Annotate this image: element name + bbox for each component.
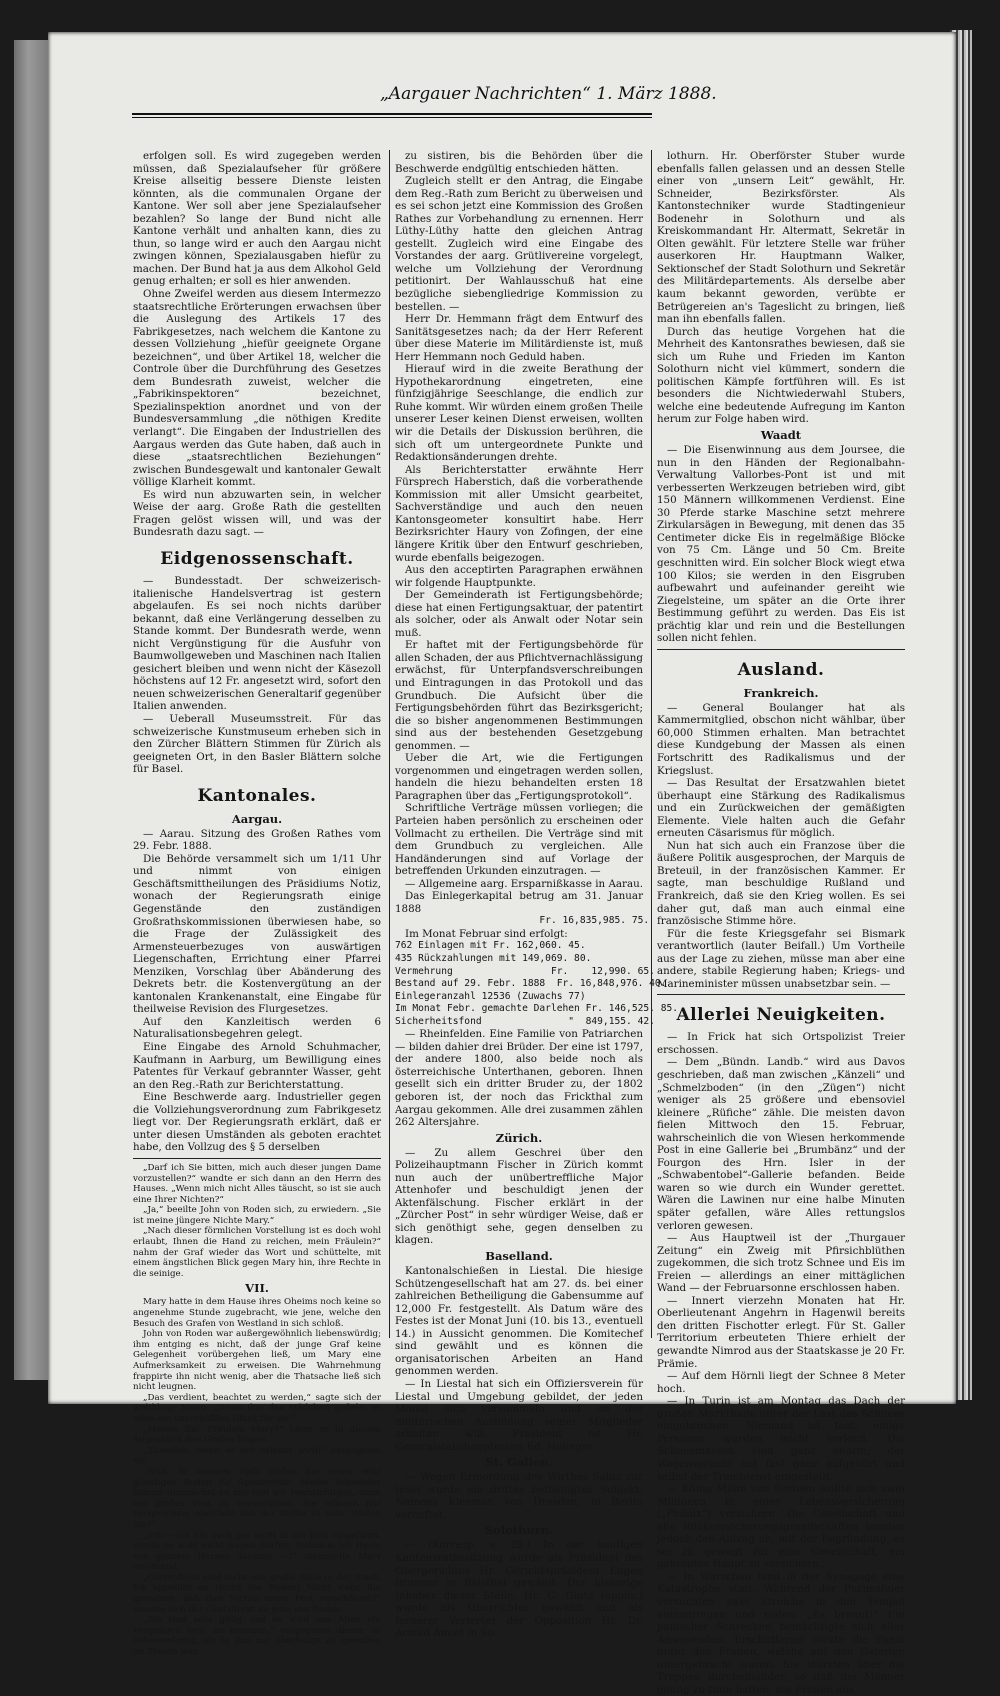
article-paragraph: — König Milan von Serbien wollte sich zwei Millionen in einer Lebensversicherung („Phönix“) versichern. Die Gesellschaft und alle Rückversicherungsgesellschaften lehnten jedoch den Antrag ab, mit der Begründung, es sei zu gewagt für eine Gesellschaft, ein gekröntes Haupt zu versichern. <box>657 1483 905 1571</box>
header-rule <box>132 113 652 115</box>
feuilleton-paragraph: „Gartenfeste sind nicht wie große Bälle in der Stadt. Ich appellire an Herrn von Roden! Nicht wahr, Sie gestatten, daß Ihre Nichte unser Fest verschönert?“ wandte sich der Graf direkt an John von Roden. <box>133 1572 381 1615</box>
financial-figures: Fr. 16,835,985. 75. <box>395 915 650 927</box>
feuilleton-paragraph: „Ich — ich bin noch gar nicht in die Welt eingeführt, werde es wohl nicht wagen dürfen, trotzdem ich Ihnen von ganzem Herzen dankbar —!“ stammelte Mary erröthend. <box>133 1530 381 1573</box>
subsection-heading: Solothurn. <box>484 1523 554 1538</box>
article-paragraph: — Innert vierzehn Monaten hat Hr. Oberlieutenant Angehrn in Hagenwil bereits den dritten Fischotter erlegt. Für St. Galler Territorium erbeuteten Thiere erhielt der gewandte Nimrod aus der Staatskasse je 20 Fr. Prämie. <box>657 1294 905 1370</box>
article-paragraph: Im Monat Februar sind erfolgt: <box>405 927 568 940</box>
feuilleton-paragraph: „Darf ich Sie bitten, mich auch dieser jungen Dame vorzustellen?“ wandte er sich dann an den Herrn des Hauses. „Wenn mich nicht Alles täuscht, so ist sie auch eine Ihrer Nichten?“ <box>133 1162 381 1205</box>
article-paragraph: Ueber die Art, wie die Fertigungen vorgenommen und eingetragen werden sollen, handeln die hiezu behandelten ersten 18 Paragraphen über das „Fertigungsprotokoll“. <box>395 752 643 802</box>
article-paragraph: lothurn. Hr. Oberförster Stuber wurde ebenfalls fallen gelassen und an dessen Stelle einer von „unsern Leit“ gewählt, Hr. Schneider, Bezirksförster. Als Kantonstechniker wurde Stadtingenieur Bodenehr in Solothurn und als Kreiskommandant Hr. Altermatt, Sekretär in Olten gewählt. Für letztere Stelle war früher auserkoren Hr. Hauptmann Walker, Sektionschef der Stadt Solothurn und Sekretär des Militärdepartements. Als derselbe aber kaum bekannt geworden, verübte er Betrügereien an's Tageslicht zu bringen, ließ man ihn ebenfalls fallen. <box>657 150 905 326</box>
article-paragraph: — Dem „Bündn. Landb.“ wird aus Davos geschrieben, daß man zwischen „Känzeli“ und „Schmelzboden“ (in den „Zügen“) nicht weniger als 25 größere und ebensoviel kleinere „Rüfiche“ zähle. Die meisten davon fielen Mittwoch den 15. Februar, wahrscheinlich die von Wiesen herkommende Post in eine Gallerie bei „Brumbänz“ und der Fourgon des Hrn. Isler in der „Schwabentobel“-Gallerie befanden. Beide waren so wie durch ein Wunder gerettet. Wären die Lawinen nur eine halbe Minuten später gefallen, wäre Alles rettungslos verloren gewesen. <box>657 1056 905 1232</box>
financial-figures: Bestand auf 29. Febr. 1888 Fr. 16,848,976. Einlegeranzahl 12536 (Zuwachs 77) Im Monat Febr. gemachte Darlehen Fr. 146,525. Sicherheitsfond " 849,155. <box>395 978 655 1027</box>
article-paragraph: — Ueberall Museumsstreit. Für das schweizerische Kunstmuseum erheben sich in den Zürcher Blättern Stimmen für Zürich als geeigneten Ort, in den Basler Blättern solche für Basel. <box>133 712 381 776</box>
section-divider <box>657 994 905 995</box>
page-header-title: „Aargauer Nachrichten“ 1. März 1888. <box>380 84 717 104</box>
book-binding <box>14 40 50 1380</box>
feuilleton-paragraph: Mary hatte in dem Hause ihres Oheims noch keine so angenehme Stunde zugebracht, wie jene, welche den Besuch des Grafen von Westland in sich schloß. <box>133 1297 381 1329</box>
subsection-heading: Frankreich. <box>743 685 819 700</box>
section-heading: Kantonales. <box>197 785 317 806</box>
article-paragraph: Kantonalschießen in Liestal. Die hiesige Schützengesellschaft hat am 27. ds. bei einer zahlreichen Betheiligung die Gabensumme auf 12,000 Fr. festgestellt. Als Datum wäre des Festes ist der Monat Juni (10. bis 13., eventuell 14.) in Aussicht genommen. Die Komitechef sind gewählt und es können die organisatorischen Arbeiten an Hand genommen werden. <box>395 1265 643 1378</box>
article-paragraph: — Auf dem Hörnli liegt der Schnee 8 Meter hoch. <box>657 1370 905 1395</box>
column-2 <box>395 150 655 1640</box>
article-paragraph: Herr Dr. Hemmann frägt dem Entwurf des Sanitätsgesetzes nach; da der Herr Referent über diese Materie im Militärdienste ist, muß Herr Hemmann noch Geduld haben. <box>395 313 643 363</box>
feuilleton-paragraph: „Nach dieser förmlichen Vorstellung ist es doch wohl erlaubt, Ihnen die Hand zu reichen, mein Fräulein?“ nahm der Graf wieder das Wort und schüttelte, mit einem ängstlichen Blick gegen Mary hin, ihre Rechte in die seinige. <box>133 1226 381 1279</box>
article-paragraph: — In Liestal hat sich ein Offiziersverein für Liestal und Umgebung gebildet, der jeden Monat sich versammeln und an der militärischen Ausbildung seiner Mitglieder arbeiten will. Präsident ist Hr. Generalstabshauptmann Ed. Holinger. <box>395 1377 643 1453</box>
article-paragraph: — Zu allem Geschrei über den Polizeihauptmann Fischer in Zürich kommt nun auch der unübertreffliche Major Attenhofer und beschuldigt jenen der Aktenfälschung. Fischer erklärt in der „Zürcher Post“ in sehr würdiger Weise, daß er sich genöthigt sehe, gegen denselben zu klagen. <box>395 1146 643 1247</box>
feuilleton-paragraph: „Meiten Sie, Fräulein Mary?“ hörte er in diesem Augenblick den Grafen fragen. <box>133 1424 381 1446</box>
section-heading: Ausland. <box>737 659 825 680</box>
column-divider-2 <box>651 150 652 1338</box>
subsection-heading: VII. <box>245 1281 269 1296</box>
article-paragraph: — In Turin ist am Montag das Dach der großen Markthalle unter der Last des Schnees eingebrochen. Niemand ist todt, einige Personen wurden leicht verletzt. Die Schneemassen sind ganz enorm; der Wagenverkehr hat fast ganz aufgehört und selbst der Trambienst eingestellt. <box>657 1395 905 1483</box>
article-paragraph: — Aus Hauptweil ist der „Thurgauer Zeitung“ ein Zweig mit Pfirsichblüthen zugekommen, die sich trotz Schnee und Eis im Freien — allerdings an einer mittäglichen Wand — der Februarsonne erschlossen haben. <box>657 1232 905 1295</box>
article-paragraph: — Das Resultat der Ersatzwahlen bietet überhaupt eine Stärkung des Radikalismus und ein Zurückweichen der gemäßigten Elemente. Viele halten auch die Gefahr erneuten Cäsarismus für möglich. <box>657 777 905 840</box>
section-divider <box>657 649 905 650</box>
article-paragraph: — General Boulanger hat als Kammermitglied, obschon nicht wählbar, über 60,000 Stimmen erhalten. Man betrachtet diese Kundgebung der Massen als einen Fortschritt des Radikalismus und der Kriegslust. <box>657 701 905 777</box>
article-paragraph: Für die feste Kriegsgefahr sei Bismark verantwortlich (lauter Beifall.) Um Vortheile aus der Lage zu ziehen, müsse man aber eine andere, stabile Regierung haben; Kriegs- und Marineminister müssen unabsetzbar sein. — <box>657 927 905 990</box>
feuilleton-paragraph: „Nun, in meinem Park finden Sie einen sehr günstigen Boden für Spazierritte. Meine Schwester kommt demnächst zu mir und wir beabsichtigen, dann ein großes Fest zu veranstalten. Sie müssen mir versprechen, ebenfalls von der Partie zu sein. Wollen Sie?“ <box>133 1466 381 1530</box>
section-heading: Eidgenossenschaft. <box>160 548 354 569</box>
section-divider <box>133 1158 381 1159</box>
article-paragraph: Der Gemeinderath ist Fertigungsbehörde; diese hat einen Fertigungsaktuar, der patentirt als solcher, oder als Anwalt oder Notar sein muß. <box>395 589 643 639</box>
financial-figures: 762 Einlagen mit Fr. 162,060. 45. 435 Rückzahlungen mit 149,069. 80. <box>395 940 592 964</box>
article-paragraph: Durch das heutige Vorgehen hat die Mehrheit des Kantonsrathes bewiesen, daß sie sich um Ruhe und Frieden im Kanton Solothurn nicht viel kümmert, sondern die politischen Kämpfe fortführen will. Es ist besonders die Nichtwiederwahl Stubers, welche eine bedeutende Aufregung im Kanton herum zur Folge haben wird. <box>657 325 905 426</box>
article-paragraph: Ohne Zweifel werden aus diesem Intermezzo staatsrechtliche Erörterungen erwachsen über die Auslegung des Artikels 17 des Fabrikgesetzes, nach welchem die Kantone zu dessen Vollziehung „hiefür geeignete Organe bezeichnen“, und über Artikel 18, welcher die Controle über die Durchführung des Gesetzes dem Bundesrath zuweist, welcher die „Fabrikinspektoren“ bezeichnet, Spezialinspektion anordnet und von der Bundesversammlung „die nöthigen Kredite verlangt“. Die Eingaben der Industriellen des Aargaus werden das Gute haben, daß auch in diese „staatsrechtlichen Beziehungen“ zwischen Bundesgewalt und kantonaler Gewalt völlige Klarheit kommt. <box>133 288 381 489</box>
article-paragraph: Hierauf wird in die zweite Berathung der Hypothekarordnung eingetreten, eine fünfzigjährige Seeschlange, die endlich zur Ruhe kommt. Wir würden einem großen Theile unserer Leser keinen Dienst erweisen, wollten wir die Details der Diskussion berühren, die sich oft um untergeordnete Punkte und Redaktionsänderungen drehte. <box>395 363 643 464</box>
header-rule-thin <box>132 117 652 118</box>
subsection-heading: Baselland. <box>485 1249 553 1264</box>
article-paragraph: Schriftliche Verträge müssen vorliegen; die Parteien haben persönlich zu erscheinen oder Vollmacht zu ertheilen. Die Verträge sind mit dem Grundbuch zu vergleichen. Alle Handänderungen sind auf Vorlage der betreffenden Urkunden einzutragen. — <box>395 802 643 878</box>
article-paragraph: Aus den acceptirten Paragraphen erwähnen wir folgende Hauptpunkte. <box>395 564 643 589</box>
article-paragraph: Es wird nun abzuwarten sein, in welcher Weise der aarg. Große Rath die gestellten Fragen gelöst wissen will, und was der Bundesrath dazu sagt. — <box>133 488 381 539</box>
feuilleton-paragraph: „Zuweilen, wenn es mir erlaubt wird!“ entgegnete sie. <box>133 1445 381 1467</box>
article-paragraph: — Rheinfelden. Eine Familie von Patriarchen — bilden dahier drei Brüder. Der eine ist 1797, der andere 1800, also beide noch als österreichische Unterthanen, geboren. Ihnen gesellt sich ein dritter Bruder zu, der 1802 geboren ist, der noch das Frickthal zum Aargau gekommen. Alle drei zusammen zählen 262 Altersjahre. <box>395 1028 643 1129</box>
article-paragraph: Als Berichterstatter erwähnte Herr Fürsprech Haberstich, daß die vorberathende Kommission mit aller Umsicht gearbeitet, Sachverständige und auch den neuen Kantonsgeometer konsultirt habe. Herr Bezirksrichter Haury von Zofingen, der eine längere Kritik über den Entwurf geschrieben, wurde ebenfalls beigezogen. <box>395 463 643 564</box>
financial-figures: Vermehrung Fr. 12,990. 65. <box>395 965 655 977</box>
article-paragraph: — Die Eisenwinnung aus dem Joursee, die nun in den Händen der Regionalbahn-Verwaltung Vallorbes-Pont ist und mit verbesserten Werkzeugen betrieben wird, gibt 150 Männern willkommenen Verdienst. Eine 30 Pferde starke Maschine setzt mehrere Zirkularsägen in Bewegung, mit denen das 35 Centimeter dicke Eis in regelmäßige Blöcke von 75 Cm. Länge und 50 Cm. Breite geschnitten wird. Ein solcher Block wiegt etwa 100 Kilos; sie werden in den Eisgruben aufbewahrt und aufeinander gereiht wie Ziegelsteine, um später an die Orte ihrer Bestimmung geführt zu werden. Das Eis ist prächtig klar und rein und die Bestellungen sollen nicht fehlen. <box>657 444 905 645</box>
article-paragraph: — (Korresp. v. 29.) In der heutigen Kantonsrathssitzung wurde als Präsident des Obergerichtes Hr. Gerichtspräsident Eugen Brunner in Balsthal gewählt. Der bisherige Inhaber dieser Stelle, Hr. C. Glutz (oppos.) wurde als Oberrichter gewählt und als fernerer Vertreter der Opposition Hr. Dr. Arnold Amiet in So- <box>395 1539 643 1640</box>
article-paragraph: Nun hat sich auch ein Franzose über die äußere Politik ausgesprochen, der Marquis de Breteuil, in der französischen Kammer. Er sagte, man beschuldige Rußland und Frankreich, daß sie den Krieg wollen. Es sei daher gut, daß man auch einmal eine französische Stimme höre. <box>657 839 905 928</box>
feuilleton-paragraph: „Das verdient, beachtet zu werden,“ sagte sich der weltkluge Mann. „Wenn ihm das Mädchen gefiele, es wäre ein unverhofftes Glück für sie!“ <box>133 1392 381 1424</box>
feuilleton-paragraph: „Ja,“ beeilte John von Roden sich, zu erwiedern. „Sie ist meine jüngere Nichte Mary.“ <box>133 1205 381 1226</box>
article-paragraph: Die Behörde versammelt sich um 1/11 Uhr und nimmt von einigen Geschäftsmittheilungen des Präsidiums Notiz, wonach der Regierungsrath einige Gegenstände den zuständigen Großrathskommissionen überwiesen habe, so die Frage der Zulässigkeit des Armensteuerbezuges von auswärtigen Liegenschaften, Errichtung einer Pfarrei Menziken, Vorschlag über Abänderung des Dekrets betr. die Kostenvergütung an der kantonalen Krankenanstalt, eine Eingabe für theilweise Revision des Flurgesetzes. <box>133 852 381 1016</box>
article-paragraph: — In Warschau fand in der Synagoge eine Katastrophe statt. Während der Purimsfeier versuchten zwei Strolche in den Tempel einzudringen und riefen: „Es brennt!“ Ein panischer Schrecken bemächtigte sich aller Anwesenden. Erschütternd wirkte die Panik unter den Frauen, welche auf den Galerien untergebracht waren. Sie stürzten über die Treppen durcheinander, so daß die Männer genug zu thun hatten, die Frauen aus <box>657 1570 905 1696</box>
article-paragraph: erfolgen soll. Es wird zugegeben werden müssen, daß Spezialaufseher für größere Kreise allseitig bessere Dienste leisten könnten, als die communalen Organe der Kantone. Wer soll aber jene Spezialaufseher bezahlen? So lange der Bund nicht alle Kantone verhält und anhalten kann, dies zu thun, so lange wird er auch den Aargau nicht zwingen können, Spezialausgaben hiefür zu machen. Der Bund hat ja aus dem Alkohol Geld genug erhalten; er soll es hier anwenden. <box>133 150 381 288</box>
article-paragraph: Eine Eingabe des Arnold Schuhmacher, Kaufmann in Aarburg, um Bewilligung eines Patentes für Verkauf gebrannter Wasser, geht an den Reg.-Rath zur Berichterstattung. <box>133 1041 381 1091</box>
feuilleton-paragraph: „Sie sind sehr gütig und es wird uns Allen ein Vergnügen sein, zu kommen,“ entgegnete dieser, so liebenswürdig, als es ihm nur überhaupt zu sprechen im Stande war. <box>133 1615 381 1658</box>
article-paragraph: — Aarau. Sitzung des Großen Rathes vom 29. Febr. 1888. <box>133 827 381 853</box>
article-paragraph: Zugleich stellt er den Antrag, die Eingabe dem Reg.-Rath zum Bericht zu überweisen und es sei schon jetzt eine Kommission des Großen Rathes zur Vorbehandlung zu ernennen. Herr Lüthy-Lüthy hatte den gleichen Antrag gestellt. Zugleich wird eine Eingabe des Vorstandes der aarg. Grütlivereine vorgelegt, welche um Vollziehung der Verordnung petitionirt. Der Wahlausschuß hat eine bezügliche siebengliedrige Kommission zu bestellen. — <box>395 175 643 313</box>
section-heading: Allerlei Neuigkeiten. <box>676 1005 886 1026</box>
subsection-heading: Waadt <box>760 428 802 443</box>
article-paragraph: Das Einlegerkapital betrug am 31. Januar 1888 <box>395 890 643 915</box>
subsection-heading: Aargau. <box>231 811 283 826</box>
article-paragraph: Auf den Kanzleitisch werden 6 Naturalisationsbegehren gelegt. <box>133 1015 381 1041</box>
article-paragraph: — Allgemeine aarg. Ersparnißkasse in Aarau. <box>405 877 643 890</box>
article-paragraph: — Wegen Ermordung des Wirthes Saluz zur Insel wurde ein drittes betheiligtes Subjekt, Namens Kleeman von Dresden, in Berlin verhaftet. <box>395 1471 643 1521</box>
feuilleton-paragraph: John von Roden war außergewöhnlich liebenswürdig; ihm entging es nicht, daß der junge Graf keine Gelegenheit vorübergehen ließ, um Mary eine Aufmerksamkeit zu erweisen. Die Wahrnehmung frappirte ihn nicht wenig, aber die Thatsache ließ sich nicht leugnen. <box>133 1329 381 1393</box>
column-divider-1 <box>389 150 390 1338</box>
subsection-heading: Zürich. <box>495 1130 543 1145</box>
article-paragraph: zu sistiren, bis die Behörden über die Beschwerde endgültig entschieden hätten. <box>395 150 643 175</box>
subsection-heading: St. Gallen. <box>485 1455 553 1470</box>
article-paragraph: Eine Beschwerde aarg. Industrieller gegen die Vollziehungsverordnung zum Fabrikgesetz liegt vor. Der Regierungsrath erklärt, daß er unter diesen Umständen als geboten erachtet habe, den Vollzug des § 5 derselben <box>133 1091 381 1154</box>
article-paragraph: — Bundesstadt. Der schweizerisch-italienische Handelsvertrag ist gestern abgelaufen. Es sei noch nichts darüber bekannt, daß eine Verlängerung desselben zu Stande kommt. Der Bundesrath werde, wenn nicht Vergünstigung für die Ausfuhr von Baumwollgeweben und Maschinen nach Italien gesichert bleiben und wenn nicht der Käsezoll höchstens auf 12 Fr. angesetzt wird, sofort den neuen schweizerischen Generaltarif gegenüber Italien anwenden. <box>133 574 381 713</box>
article-paragraph: Er haftet mit der Fertigungsbehörde für allen Schaden, der aus Pflichtvernachlässigung erwächst, für Unterpfandsverschreibungen und Eintragungen in das Protokoll und das Grundbuch. Die Aufsicht über die Fertigungsbehörden führt das Bezirksgericht; die so bisher angenommenen Bestimmungen sind aus der bestehenden Gesetzgebung genommen. — <box>395 639 643 752</box>
column-1 <box>133 150 381 1658</box>
column-3 <box>657 150 905 1696</box>
article-paragraph: — In Frick hat sich Ortspolizist Treier erschossen. <box>657 1031 905 1056</box>
